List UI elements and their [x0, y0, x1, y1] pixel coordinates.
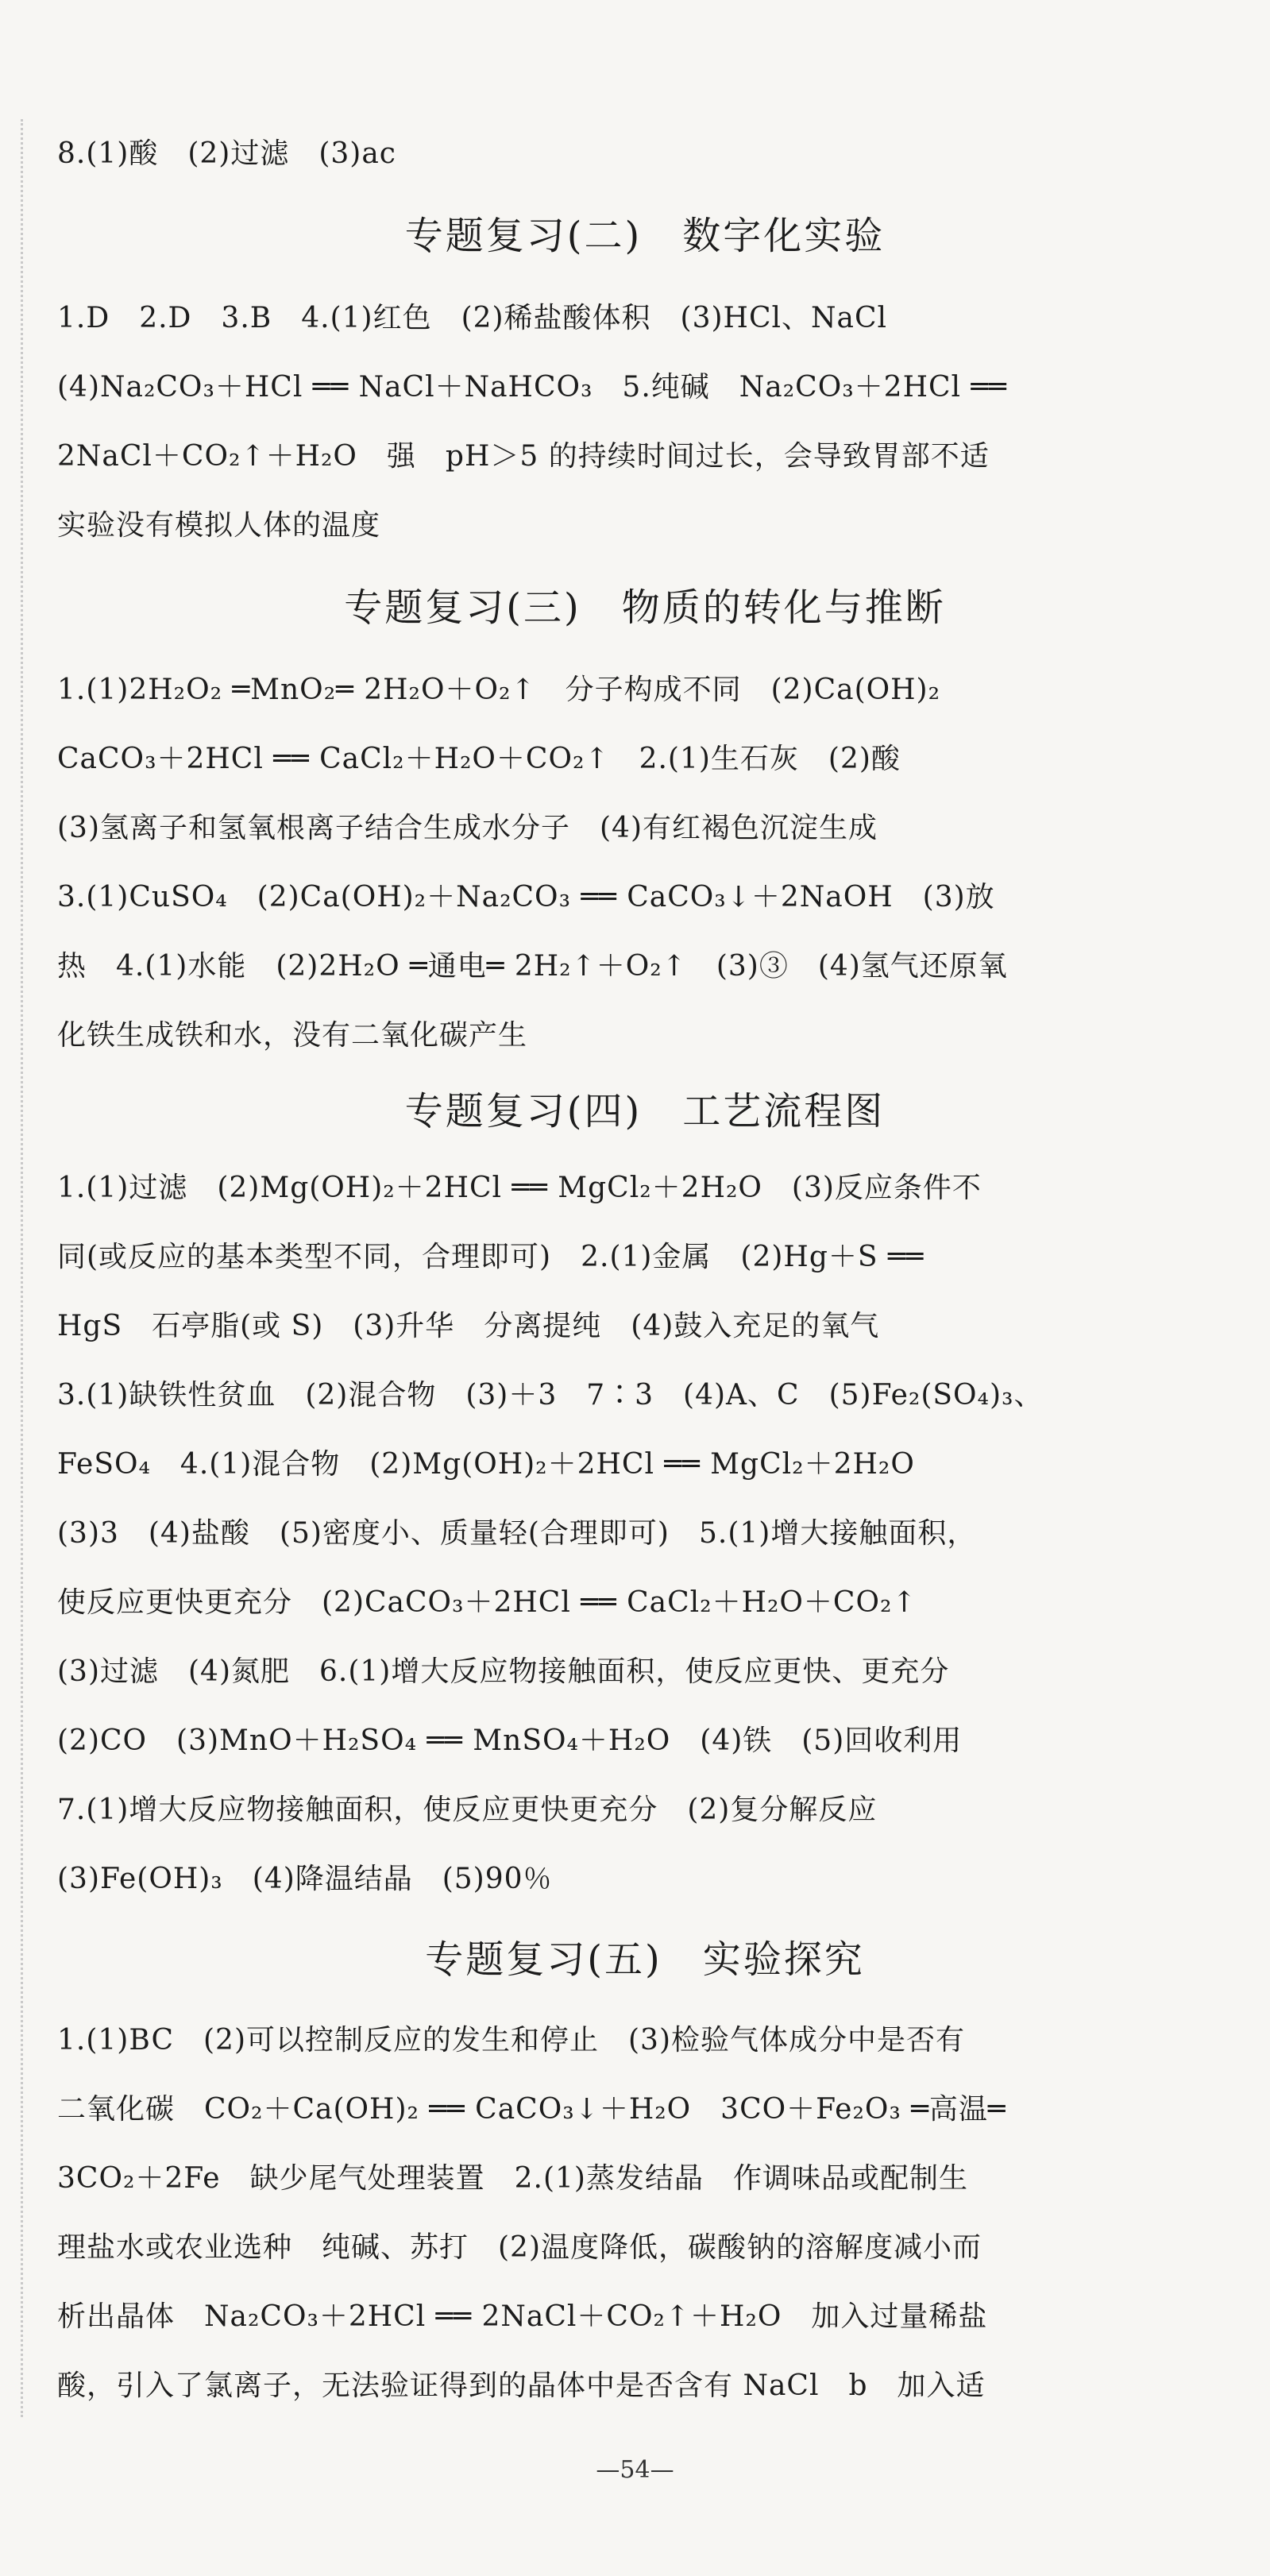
margin-dotted-line — [21, 119, 23, 2417]
answer-line: 2NaCl＋CO₂↑＋H₂O 强 pH＞5 的持续时间过长，会导致胃部不适 — [57, 440, 990, 473]
answer-line: 同(或反应的基本类型不同，合理即可) 2.(1)金属 (2)Hg＋S ══ — [57, 1241, 925, 1273]
answer-line: 3CO₂＋2Fe 缺少尾气处理装置 2.(1)蒸发结晶 作调味品或配制生 — [57, 2162, 968, 2195]
answer-line: 酸，引入了氯离子，无法验证得到的晶体中是否含有 NaCl b 加入适 — [57, 2369, 986, 2402]
page-number: —54— — [596, 2456, 674, 2484]
answer-line: (2)CO (3)MnO＋H₂SO₄ ══ MnSO₄＋H₂O (4)铁 (5)回收利用 — [57, 1724, 963, 1757]
answer-line: 化铁生成铁和水，没有二氧化碳产生 — [57, 1019, 528, 1052]
answer-page — [57, 119, 1233, 2420]
answer-line: 析出晶体 Na₂CO₃＋2HCl ══ 2NaCl＋CO₂↑＋H₂O 加入过量稀盐 — [57, 2300, 988, 2333]
answer-line: (4)Na₂CO₃＋HCl ══ NaCl＋NaHCO₃ 5.纯碱 Na₂CO₃＋2HCl ══ — [57, 371, 1007, 404]
answer-line: 实验没有模拟人体的温度 — [57, 509, 381, 542]
answer-line: 1.(1)2H₂O₂ ═MnO₂═ 2H₂O＋O₂↑ 分子构成不同 (2)Ca(OH)₂ — [57, 674, 941, 706]
section-title: 专题复习(四) 工艺流程图 — [404, 1089, 886, 1134]
section-title: 专题复习(五) 实验探究 — [425, 1937, 865, 1982]
section-title: 专题复习(三) 物质的转化与推断 — [344, 585, 946, 630]
answer-line: 1.(1)过滤 (2)Mg(OH)₂＋2HCl ══ MgCl₂＋2H₂O (3)反应条件不 — [57, 1172, 982, 1204]
answer-line: (3)过滤 (4)氮肥 6.(1)增大反应物接触面积，使反应更快、更充分 — [57, 1655, 950, 1688]
answer-line: 3.(1)缺铁性贫血 (2)混合物 (3)＋3 7∶3 (4)A、C (5)Fe₂(SO₄)₃、 — [57, 1379, 1044, 1412]
answer-line: 热 4.(1)水能 (2)2H₂O ═通电═ 2H₂↑＋O₂↑ (3)③ (4)氢气还原氧 — [57, 950, 1008, 983]
answer-line: (3)Fe(OH)₃ (4)降温结晶 (5)90％ — [57, 1863, 553, 1895]
answer-line: 使反应更快更充分 (2)CaCO₃＋2HCl ══ CaCl₂＋H₂O＋CO₂↑ — [57, 1586, 917, 1619]
answer-line: 理盐水或农业选种 纯碱、苏打 (2)温度降低，碳酸钠的溶解度减小而 — [57, 2231, 982, 2264]
answer-line: 1.(1)BC (2)可以控制反应的发生和停止 (3)检验气体成分中是否有 — [57, 2024, 965, 2057]
section-title: 专题复习(二) 数字化实验 — [404, 214, 886, 258]
answer-line: 7.(1)增大反应物接触面积，使反应更快更充分 (2)复分解反应 — [57, 1794, 878, 1826]
answer-line: (3)氢离子和氢氧根离子结合生成水分子 (4)有红褐色沉淀生成 — [57, 812, 878, 844]
answer-line: (3)3 (4)盐酸 (5)密度小、质量轻(合理即可) 5.(1)增大接触面积， — [57, 1517, 977, 1550]
answer-line: 1.D 2.D 3.B 4.(1)红色 (2)稀盐酸体积 (3)HCl、NaCl — [57, 302, 888, 334]
answer-line: 8.(1)酸 (2)过滤 (3)ac — [57, 137, 396, 170]
answer-line: CaCO₃＋2HCl ══ CaCl₂＋H₂O＋CO₂↑ 2.(1)生石灰 (2)酸 — [57, 743, 901, 775]
answer-line: 3.(1)CuSO₄ (2)Ca(OH)₂＋Na₂CO₃ ══ CaCO₃↓＋2NaOH (3)放 — [57, 881, 995, 913]
answer-line: FeSO₄ 4.(1)混合物 (2)Mg(OH)₂＋2HCl ══ MgCl₂＋2H₂O — [57, 1448, 915, 1481]
answer-line: 二氧化碳 CO₂＋Ca(OH)₂ ══ CaCO₃↓＋H₂O 3CO＋Fe₂O₃ ═高温═ — [57, 2093, 1006, 2126]
answer-line: HgS 石亭脂(或 S) (3)升华 分离提纯 (4)鼓入充足的氧气 — [57, 1310, 880, 1342]
